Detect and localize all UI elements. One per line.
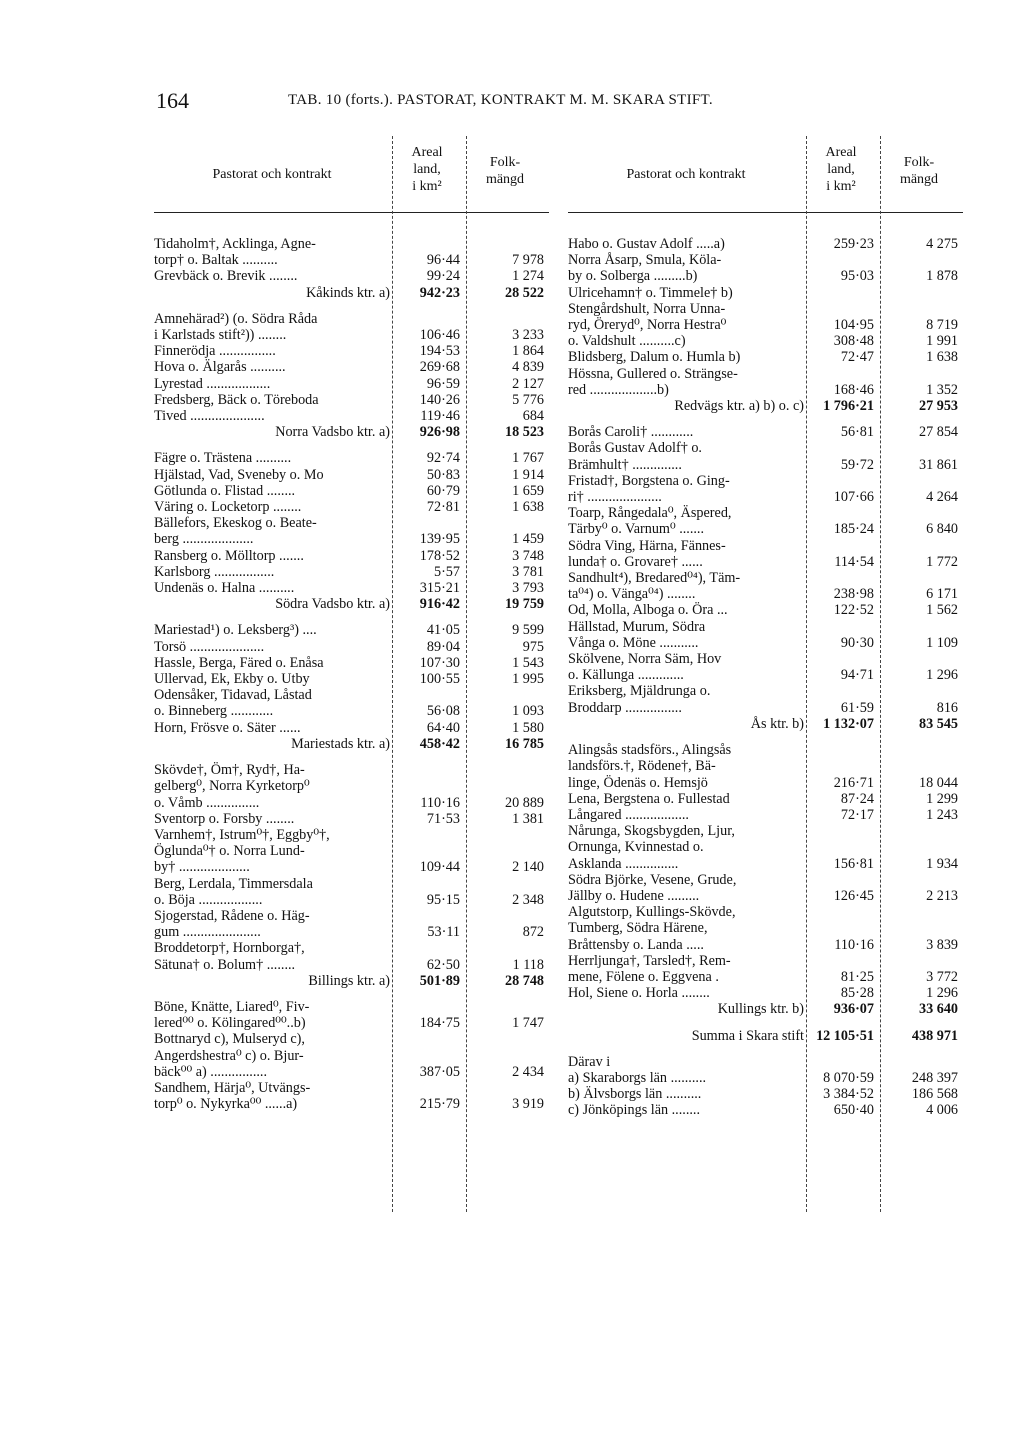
area-cell: 126·45 xyxy=(833,887,874,904)
population-cell: 3 748 xyxy=(512,547,544,564)
population-cell: 33 640 xyxy=(918,1001,958,1018)
area-cell: 85·28 xyxy=(840,985,874,1002)
left-table-header xyxy=(154,136,549,213)
population-cell: 1 352 xyxy=(926,381,958,398)
population-cell: 1 296 xyxy=(926,667,958,684)
population-cell: 8 719 xyxy=(926,317,958,334)
area-cell: 61·59 xyxy=(840,699,874,716)
subtotal-row xyxy=(568,1028,963,1044)
area-cell: 72·47 xyxy=(840,349,874,366)
area-cell: 56·08 xyxy=(426,703,460,720)
subtotal-row xyxy=(154,973,549,989)
name-cell: a) Skaraborgs län .......... xyxy=(568,1069,707,1086)
population-cell: 18 044 xyxy=(918,774,958,791)
right-rows xyxy=(568,213,963,1119)
population-cell: 1 638 xyxy=(512,499,544,516)
name-cell: Lena, Bergstena o. Fullestad xyxy=(568,790,730,807)
name-cell: Undenäs o. Halna .......... xyxy=(154,580,295,597)
area-cell: 106·46 xyxy=(419,327,460,344)
name-cell: Hassle, Berga, Färed o. Enåsa xyxy=(154,654,324,671)
row-gap xyxy=(154,989,549,999)
area-cell: 936·07 xyxy=(833,1001,874,1018)
population-cell: 1 991 xyxy=(926,333,958,350)
area-cell: 3 384·52 xyxy=(823,1086,874,1103)
population-cell: 872 xyxy=(522,924,544,941)
population-cell: 16 785 xyxy=(504,735,544,752)
name-cell: Norra Åsarp, Smula, Köla- by o. Solberga .........b) xyxy=(568,252,722,285)
subtotal-row xyxy=(568,716,963,732)
area-cell: 269·68 xyxy=(419,359,460,376)
population-cell: 1 767 xyxy=(512,450,544,467)
table-row xyxy=(154,687,549,719)
area-cell: 156·81 xyxy=(833,855,874,872)
name-cell: Nårunga, Skogsbygden, Ljur, Ornunga, Kvinnestad o. Asklanda ............... xyxy=(568,823,735,872)
area-cell: 56·81 xyxy=(840,424,874,441)
area-cell: 92·74 xyxy=(426,450,460,467)
area-cell: 71·53 xyxy=(426,810,460,827)
area-cell: 114·54 xyxy=(834,553,874,570)
name-cell: Eriksberg, Mjäldrunga o. Broddarp ................ xyxy=(568,683,711,716)
area-cell: 96·59 xyxy=(426,375,460,392)
name-cell: Algutstorp, Kullings-Skövde, Tumberg, Södra Härene, Bråttensby o. Landa ..... xyxy=(568,904,736,953)
name-cell: Därav i xyxy=(568,1053,611,1070)
population-cell: 2 213 xyxy=(926,887,958,904)
subtotal-row xyxy=(154,424,549,440)
name-cell: Tived ..................... xyxy=(154,408,265,425)
population-cell: 186 568 xyxy=(911,1086,958,1103)
row-gap xyxy=(154,440,549,450)
table-row xyxy=(568,473,963,505)
area-cell: 140·26 xyxy=(419,391,460,408)
left-table xyxy=(154,136,549,1112)
area-cell: 89·04 xyxy=(426,638,460,655)
area-cell: 387·05 xyxy=(419,1063,460,1080)
name-cell: Bällefors, Ekeskog o. Beate- berg .................... xyxy=(154,515,317,548)
area-cell: 216·71 xyxy=(833,774,874,791)
population-cell: 1 878 xyxy=(926,268,958,285)
header-name: Pastorat och kontrakt xyxy=(212,167,332,182)
population-cell: 6 840 xyxy=(926,521,958,538)
population-cell: 27 854 xyxy=(918,424,958,441)
population-cell: 1 562 xyxy=(926,602,958,619)
table-row xyxy=(568,285,963,334)
population-cell: 975 xyxy=(522,638,544,655)
population-cell: 1 580 xyxy=(512,719,544,736)
area-cell: 215·79 xyxy=(419,1096,460,1113)
population-cell: 31 861 xyxy=(918,456,958,473)
right-table-header xyxy=(568,136,963,213)
subtotal-row xyxy=(568,398,963,414)
area-cell: 650·40 xyxy=(833,1102,874,1119)
population-cell: 3 772 xyxy=(926,968,958,985)
area-cell: 1 796·21 xyxy=(823,398,874,415)
population-cell: 3 919 xyxy=(512,1096,544,1113)
area-cell: 12 105·51 xyxy=(816,1027,874,1044)
subtotal-row xyxy=(154,285,549,301)
area-cell: 107·30 xyxy=(419,654,460,671)
population-cell: 1 995 xyxy=(512,671,544,688)
name-cell: Fredsberg, Bäck o. Töreboda xyxy=(154,391,319,408)
area-cell: 41·05 xyxy=(426,622,460,639)
population-cell: 28 748 xyxy=(504,972,544,989)
table-row xyxy=(154,343,549,359)
name-cell: Väring o. Locketorp ........ xyxy=(154,499,302,516)
name-cell: Lyrestad .................. xyxy=(154,375,271,392)
name-cell: Berg, Lerdala, Timmersdala o. Böja .................. xyxy=(154,875,313,908)
name-cell: Amnehärad²) (o. Södra Råda i Karlstads stift²)) ........ xyxy=(154,310,318,344)
area-cell: 259·23 xyxy=(833,236,874,252)
name-cell: Fristad†, Borgstena o. Ging- ri† ..................... xyxy=(568,472,730,506)
area-cell: 87·24 xyxy=(840,790,874,807)
name-cell: Billings ktr. a) xyxy=(308,972,390,989)
population-cell: 1 296 xyxy=(926,985,958,1002)
table-row xyxy=(568,742,963,791)
name-cell: Södra Björke, Vesene, Grude, Jällby o. Hudene ......... xyxy=(568,871,737,904)
area-cell: 926·98 xyxy=(419,424,460,441)
population-cell: 1 747 xyxy=(512,1015,544,1032)
name-cell: Torsö ..................... xyxy=(154,638,265,655)
population-cell: 1 638 xyxy=(926,349,958,366)
subtotal-row xyxy=(568,1001,963,1017)
name-cell: Hjälstad, Vad, Sveneby o. Mo xyxy=(154,466,324,483)
table-row xyxy=(154,548,549,564)
population-cell: 1 118 xyxy=(512,956,544,973)
area-cell: 90·30 xyxy=(840,634,874,651)
population-cell: 1 864 xyxy=(512,343,544,360)
area-cell: 109·44 xyxy=(419,859,460,876)
population-cell: 18 523 xyxy=(504,424,544,441)
table-row xyxy=(154,483,549,499)
table-row xyxy=(568,538,963,570)
name-cell: Norra Vadsbo ktr. a) xyxy=(275,424,390,441)
name-cell: b) Älvsborgs län .......... xyxy=(568,1086,702,1103)
area-cell: 64·40 xyxy=(426,719,460,736)
population-cell: 4 006 xyxy=(926,1102,958,1119)
name-cell: Borås Caroli† ............ xyxy=(568,424,694,441)
name-cell: Toarp, Rångedala⁰, Äspered, Tärby⁰ o. Varnum⁰ ....... xyxy=(568,505,732,538)
table-row xyxy=(154,564,549,580)
population-cell: 83 545 xyxy=(918,715,958,732)
name-cell: o. Valdshult ..........c) xyxy=(568,333,686,350)
area-cell: 168·46 xyxy=(833,381,874,398)
name-cell: Grevbäck o. Brevik ........ xyxy=(154,268,298,285)
population-cell: 4 839 xyxy=(512,359,544,376)
table-row xyxy=(154,762,549,811)
table-row xyxy=(568,252,963,284)
area-cell: 50·83 xyxy=(426,466,460,483)
area-cell: 100·55 xyxy=(419,671,460,688)
row-gap xyxy=(568,1044,963,1054)
table-row xyxy=(154,908,549,940)
table-row xyxy=(568,872,963,904)
area-cell: 194·53 xyxy=(419,343,460,360)
area-cell: 185·24 xyxy=(833,521,874,538)
population-cell: 1 109 xyxy=(926,634,958,651)
area-cell: 308·48 xyxy=(833,333,874,350)
name-cell: Habo o. Gustav Adolf .....a) xyxy=(568,236,725,252)
table-row xyxy=(568,1102,963,1118)
table-row xyxy=(154,580,549,596)
name-cell: Blidsberg, Dalum o. Humla b) xyxy=(568,349,741,366)
area-cell: 107·66 xyxy=(833,489,874,506)
name-cell: Götlunda o. Flistad ........ xyxy=(154,482,296,499)
area-cell: 95·15 xyxy=(426,891,460,908)
name-cell: c) Jönköpings län ........ xyxy=(568,1102,701,1119)
name-cell: Alingsås stadsförs., Alingsås landsförs.†, Rödene†, Bä- linge, Ödenäs o. Hemsjö xyxy=(568,742,732,791)
area-cell: 5·57 xyxy=(433,563,460,580)
population-cell: 1 381 xyxy=(512,810,544,827)
population-cell: 684 xyxy=(522,408,544,425)
table-row xyxy=(568,1054,963,1070)
name-cell: Karlsborg ................. xyxy=(154,563,275,580)
name-cell: Hössna, Gullered o. Strängse- red ...................b) xyxy=(568,365,738,398)
table-row xyxy=(154,811,549,827)
population-cell: 6 171 xyxy=(926,586,958,603)
table-row xyxy=(154,236,549,268)
table-row xyxy=(154,876,549,908)
right-table xyxy=(568,136,963,1119)
population-cell: 1 659 xyxy=(512,482,544,499)
name-cell: Fägre o. Trästena .......... xyxy=(154,450,292,467)
table-row xyxy=(568,1070,963,1086)
header-population: Folk- mängd xyxy=(485,155,525,187)
population-cell: 20 889 xyxy=(504,794,544,811)
population-cell: 1 093 xyxy=(512,703,544,720)
area-cell: 178·52 xyxy=(419,547,460,564)
name-cell: Mariestads ktr. a) xyxy=(291,735,390,752)
name-cell: Hol, Siene o. Horla ........ xyxy=(568,985,710,1002)
table-row xyxy=(154,376,549,392)
name-cell: Herrljunga†, Tarsled†, Rem- mene, Fölene o. Eggvena . xyxy=(568,952,731,985)
name-cell: Hällstad, Murum, Södra Vånga o. Möne ........... xyxy=(568,618,706,651)
population-cell: 1 459 xyxy=(512,531,544,548)
table-row xyxy=(154,999,549,1031)
name-cell: Borås Gustav Adolf† o. Brämhult† .............. xyxy=(568,440,702,473)
population-cell: 1 914 xyxy=(512,466,544,483)
area-cell: 110·16 xyxy=(420,794,460,811)
left-rows xyxy=(154,213,549,1112)
header-name: Pastorat och kontrakt xyxy=(626,167,746,182)
area-cell: 8 070·59 xyxy=(823,1069,874,1086)
area-cell: 458·42 xyxy=(419,735,460,752)
table-row xyxy=(154,1031,549,1080)
table-row xyxy=(568,1086,963,1102)
subtotal-row xyxy=(154,596,549,612)
area-cell: 501·89 xyxy=(419,972,460,989)
area-cell: 96·44 xyxy=(426,252,460,269)
name-cell: Böne, Knätte, Liared⁰, Fiv- lered⁰⁰ o. Kölingared⁰⁰..b) xyxy=(154,998,310,1032)
area-cell: 119·46 xyxy=(420,408,460,425)
table-row xyxy=(154,1080,549,1112)
table-row xyxy=(568,424,963,440)
name-cell: Varnhem†, Istrum⁰†, Eggby⁰†, Öglunda⁰† o. Norra Lund- by† .................... xyxy=(154,826,330,876)
population-cell: 1 274 xyxy=(512,268,544,285)
population-cell: 3 233 xyxy=(512,327,544,344)
name-cell: Broddetorp†, Hornborga†, Sätuna† o. Bolum† ........ xyxy=(154,940,305,973)
area-cell: 1 132·07 xyxy=(823,715,874,732)
table-row xyxy=(154,450,549,466)
table-row xyxy=(154,499,549,515)
population-cell: 4 275 xyxy=(926,236,958,252)
name-cell: Sjogerstad, Rådene o. Häg- gum ...................... xyxy=(154,907,310,941)
area-cell: 104·95 xyxy=(833,317,874,334)
table-row xyxy=(154,359,549,375)
row-gap xyxy=(154,301,549,311)
table-row xyxy=(568,236,963,252)
table-row xyxy=(568,791,963,807)
table-row xyxy=(568,619,963,651)
population-cell: 4 264 xyxy=(926,489,958,506)
population-cell: 248 397 xyxy=(911,1069,958,1086)
table-row xyxy=(568,602,963,618)
name-cell: Hova o. Älgarås .......... xyxy=(154,359,286,376)
population-cell: 19 759 xyxy=(504,596,544,613)
row-gap xyxy=(568,414,963,424)
name-cell: Od, Molla, Alboga o. Öra ... xyxy=(568,602,728,619)
name-cell: Sandhult⁴), Bredared⁰⁴), Täm- ta⁰⁴) o. Vänga⁰⁴) ........ xyxy=(568,570,741,603)
name-cell: Horn, Frösve o. Säter ...... xyxy=(154,719,301,736)
area-cell: 110·16 xyxy=(834,936,874,953)
area-cell: 315·21 xyxy=(419,580,460,597)
row-gap xyxy=(568,732,963,742)
table-row xyxy=(568,953,963,985)
page-number: 164 xyxy=(156,88,189,113)
table-row xyxy=(154,408,549,424)
row-gap xyxy=(568,1018,963,1028)
name-cell: Sventorp o. Forsby ........ xyxy=(154,810,295,827)
table-row xyxy=(568,349,963,365)
table-row xyxy=(568,807,963,823)
table-row xyxy=(568,366,963,398)
name-cell: Redvägs ktr. a) b) o. c) xyxy=(674,398,804,415)
area-cell: 53·11 xyxy=(427,924,460,941)
population-cell: 2 140 xyxy=(512,859,544,876)
name-cell: Sandhem, Härja⁰, Utvängs- torp⁰ o. Nykyrka⁰⁰ ......a) xyxy=(154,1079,311,1113)
table-row xyxy=(154,467,549,483)
population-cell: 1 243 xyxy=(926,806,958,823)
population-cell: 1 934 xyxy=(926,855,958,872)
name-cell: Ullervad, Ek, Ekby o. Utby xyxy=(154,671,310,688)
name-cell: Södra Vadsbo ktr. a) xyxy=(275,596,390,613)
population-cell: 2 434 xyxy=(512,1063,544,1080)
area-cell: 238·98 xyxy=(833,586,874,603)
table-row xyxy=(154,720,549,736)
area-cell: 72·81 xyxy=(426,499,460,516)
name-cell: Finnerödja ................ xyxy=(154,343,276,360)
population-cell: 3 781 xyxy=(512,563,544,580)
name-cell: Kullings ktr. b) xyxy=(717,1001,804,1018)
table-row xyxy=(568,985,963,1001)
population-cell: 3 839 xyxy=(926,936,958,953)
population-cell: 7 978 xyxy=(512,252,544,269)
population-cell: 2 127 xyxy=(512,375,544,392)
table-row xyxy=(568,505,963,537)
name-cell: Skövde†, Öm†, Ryd†, Ha- gelberg⁰, Norra Kyrketorp⁰ o. Våmb ............... xyxy=(154,762,310,811)
population-cell: 816 xyxy=(936,699,958,716)
population-cell: 2 348 xyxy=(512,891,544,908)
population-cell: 1 543 xyxy=(512,654,544,671)
header-population: Folk- mängd xyxy=(899,155,939,187)
table-row xyxy=(154,639,549,655)
row-gap xyxy=(154,612,549,622)
area-cell: 942·23 xyxy=(419,284,460,301)
table-row xyxy=(568,570,963,602)
subtotal-row xyxy=(154,736,549,752)
table-row xyxy=(154,655,549,671)
name-cell: Skölvene, Norra Säm, Hov o. Källunga ............. xyxy=(568,651,722,684)
name-cell: Mariestad¹) o. Leksberg³) .... xyxy=(154,622,317,639)
table-row xyxy=(154,392,549,408)
population-cell: 1 772 xyxy=(926,553,958,570)
population-cell: 27 953 xyxy=(918,398,958,415)
table-row xyxy=(154,622,549,638)
table-row xyxy=(154,268,549,284)
area-cell: 60·79 xyxy=(426,482,460,499)
population-cell: 28 522 xyxy=(504,284,544,301)
name-cell: Summa i Skara stift xyxy=(691,1027,804,1044)
table-row xyxy=(568,683,963,715)
population-cell: 1 299 xyxy=(926,790,958,807)
name-cell: Långared .................. xyxy=(568,806,689,823)
area-cell: 95·03 xyxy=(840,268,874,285)
area-cell: 99·24 xyxy=(426,268,460,285)
name-cell: Bottnaryd c), Mulseryd c), Angerdshestra⁰ c) o. Bjur- bäck⁰⁰ a) ................ xyxy=(154,1031,305,1080)
table-row xyxy=(568,823,963,872)
area-cell: 94·71 xyxy=(840,667,874,684)
table-row xyxy=(154,827,549,876)
name-cell: Ulricehamn† o. Timmele† b) Stengårdshult, Norra Unna- ryd, Öreryd⁰, Norra Hestra⁰ xyxy=(568,284,733,334)
area-cell: 184·75 xyxy=(419,1015,460,1032)
area-cell: 81·25 xyxy=(840,968,874,985)
area-cell: 62·50 xyxy=(426,956,460,973)
name-cell: Odensåker, Tidavad, Låstad o. Binneberg ............ xyxy=(154,687,312,720)
name-cell: Tidaholm†, Acklinga, Agne- torp† o. Baltak .......... xyxy=(154,236,316,269)
area-cell: 916·42 xyxy=(419,596,460,613)
population-cell: 3 793 xyxy=(512,580,544,597)
table-row xyxy=(154,671,549,687)
table-row xyxy=(154,311,549,343)
area-cell: 139·95 xyxy=(419,531,460,548)
name-cell: Kåkinds ktr. a) xyxy=(306,284,390,301)
row-gap xyxy=(154,752,549,762)
name-cell: Ransberg o. Mölltorp ....... xyxy=(154,547,304,564)
running-head: TAB. 10 (forts.). PASTORAT, KONTRAKT M. M. SKARA STIFT. xyxy=(288,92,713,108)
header-area: Areal land, i km² xyxy=(825,145,857,194)
population-cell: 9 599 xyxy=(512,622,544,639)
table-row xyxy=(568,440,963,472)
table-row xyxy=(154,940,549,972)
table-row xyxy=(568,651,963,683)
area-cell: 72·17 xyxy=(840,806,874,823)
table-row xyxy=(568,333,963,349)
area-cell: 122·52 xyxy=(833,602,874,619)
population-cell: 5 776 xyxy=(512,391,544,408)
table-row xyxy=(154,515,549,547)
table-row xyxy=(568,904,963,953)
area-cell: 59·72 xyxy=(840,456,874,473)
header-area: Areal land, i km² xyxy=(411,145,443,194)
population-cell: 438 971 xyxy=(911,1027,958,1044)
name-cell: Södra Ving, Härna, Fännes- lunda† o. Grovare† ...... xyxy=(568,537,726,570)
name-cell: Ås ktr. b) xyxy=(750,715,804,732)
